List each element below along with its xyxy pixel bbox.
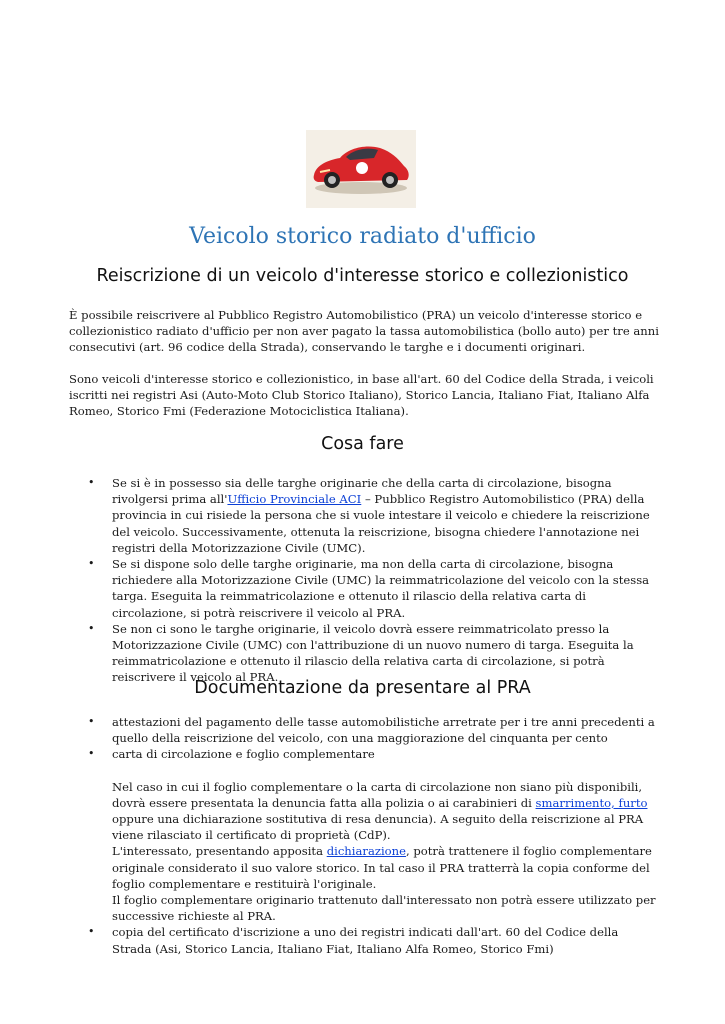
section-heading-documentazione: Documentazione da presentare al PRA: [194, 678, 531, 698]
list-item: • Se si è in possesso sia delle targhe originarie che della carta di circolazione, bisogna rivolgersi prima all'Ufficio Provinciale ACI – Pubblico Registro Automobilistico (PRA) della provincia in cui risiede la persona che si vuole intestare il veicolo e chiedere la reiscrizione del veicolo. Successivamente, ottenuta la reiscrizione, bisogna chiedere l'annotazione nei registri della Motorizzazione Civile (UMC).: [88, 476, 650, 555]
intro-paragraph-1: È possibile reiscrivere al Pubblico Registro Automobilistico (PRA) un veicolo d'interesse storico e collezionistico radiato d'ufficio per non aver pagato la tassa automobilistica (bollo auto) per tre anni consecutivi (art. 96 codice della Strada), conservando le targhe e i documenti originari.: [69, 308, 659, 355]
list-item: • copia del certificato d'iscrizione a uno dei registri indicati dall'art. 60 del Codice della Strada (Asi, Storico Lancia, Italiano Fiat, Italiano Alfa Romeo, Storico Fmi): [88, 925, 619, 956]
link-dichiarazione[interactable]: dichiarazione: [326, 844, 406, 859]
vintage-car-illustration: [306, 130, 416, 208]
link-smarrimento-furto[interactable]: smarrimento, furto: [535, 795, 648, 810]
bullet-icon: •: [88, 557, 95, 571]
list-item: • Se si dispone solo delle targhe originarie, ma non della carta di circolazione, bisogna richiedere alla Motorizzazione Civile (UMC) la reimmatricolazione del veicolo con la stessa targa. Eseguita la reimmatricolazione e ottenuto il rilascio della relativa carta di circolazione, si potrà reiscrivere il veicolo al PRA.: [88, 557, 650, 620]
section-heading-cosa-fare: Cosa fare: [321, 434, 404, 454]
list-item: • attestazioni del pagamento delle tasse automobilistiche arretrate per i tre anni precedenti a quello della reiscrizione del veicolo, con una maggiorazione del cinquanta per cento: [88, 715, 655, 746]
list-item: • carta di circolazione e foglio complementare Nel caso in cui il foglio complementare o la carta di circolazione non siano più disponibili, dovrà essere presentata la denuncia fatta alla polizia o ai carabinieri di smarrimento, furto oppure una dichiarazione sostitutiva di resa denuncia). A seguito della reiscrizione al PRA viene rilasciato il certificato di proprietà (CdP). L'interessato, presentando apposita dichiarazione, potrà trattenere il foglio complementare originale considerato il suo valore storico. In tal caso il PRA tratterrà la copia conforme del foglio complementare e restituirà l'originale. Il foglio complementare originario trattenuto dall'interessato non potrà essere utilizzato per successive richieste al PRA.: [69, 746, 659, 924]
bullet-icon: •: [88, 621, 95, 635]
bullet-icon: •: [88, 476, 95, 489]
note-smarrimento: Nel caso in cui il foglio complementare o la carta di circolazione non siano più disponibili, dovrà essere presentata la denuncia fatta alla polizia o ai carabinieri di smarrimento, furto oppure una dichiarazione sostitutiva di resa denuncia). A seguito della reiscrizione al PRA viene rilasciato il certificato di proprietà (CdP).: [112, 779, 648, 843]
note-foglio-complementare: Il foglio complementare originario trattenuto dall'interessato non potrà essere utilizzato per successive richieste al PRA.: [112, 893, 656, 924]
link-ufficio-provinciale-aci[interactable]: Ufficio Provinciale ACI: [227, 492, 362, 507]
bullet-icon: •: [88, 925, 95, 939]
page-title: Veicolo storico radiato d'ufficio: [189, 224, 536, 249]
bullet-icon: •: [88, 747, 95, 761]
note-dichiarazione: L'interessato, presentando apposita dichiarazione, potrà trattenere il foglio complementare originale considerato il suo valore storico. In tal caso il PRA tratterrà la copia conforme del foglio complementare e restituirà l'originale.: [112, 844, 652, 891]
section-heading-reiscrizione: Reiscrizione di un veicolo d'interesse storico e collezionistico: [96, 266, 629, 286]
list-item: • Se non ci sono le targhe originarie, il veicolo dovrà essere reimmatricolato presso la Motorizzazione Civile (UMC) con l'attribuzione di un nuovo numero di targa. Eseguita la reimmatricolazione e ottenuto il rilascio della relativa carta di circolazione, si potrà reiscrivere il veicolo al PRA.: [88, 621, 634, 685]
bullet-icon: •: [88, 715, 95, 728]
documentazione-list: [69, 714, 659, 957]
intro-paragraph-2: Sono veicoli d'interesse storico e collezionistico, in base all'art. 60 del Codice della Strada, i veicoli iscritti nei registri Asi (Auto-Moto Club Storico Italiano), Storico Lancia, Italiano Fiat, Italiano Alfa Romeo, Storico Fmi (Federazione Motociclistica Italiana).: [69, 372, 654, 419]
cosa-fare-list: [69, 475, 659, 686]
